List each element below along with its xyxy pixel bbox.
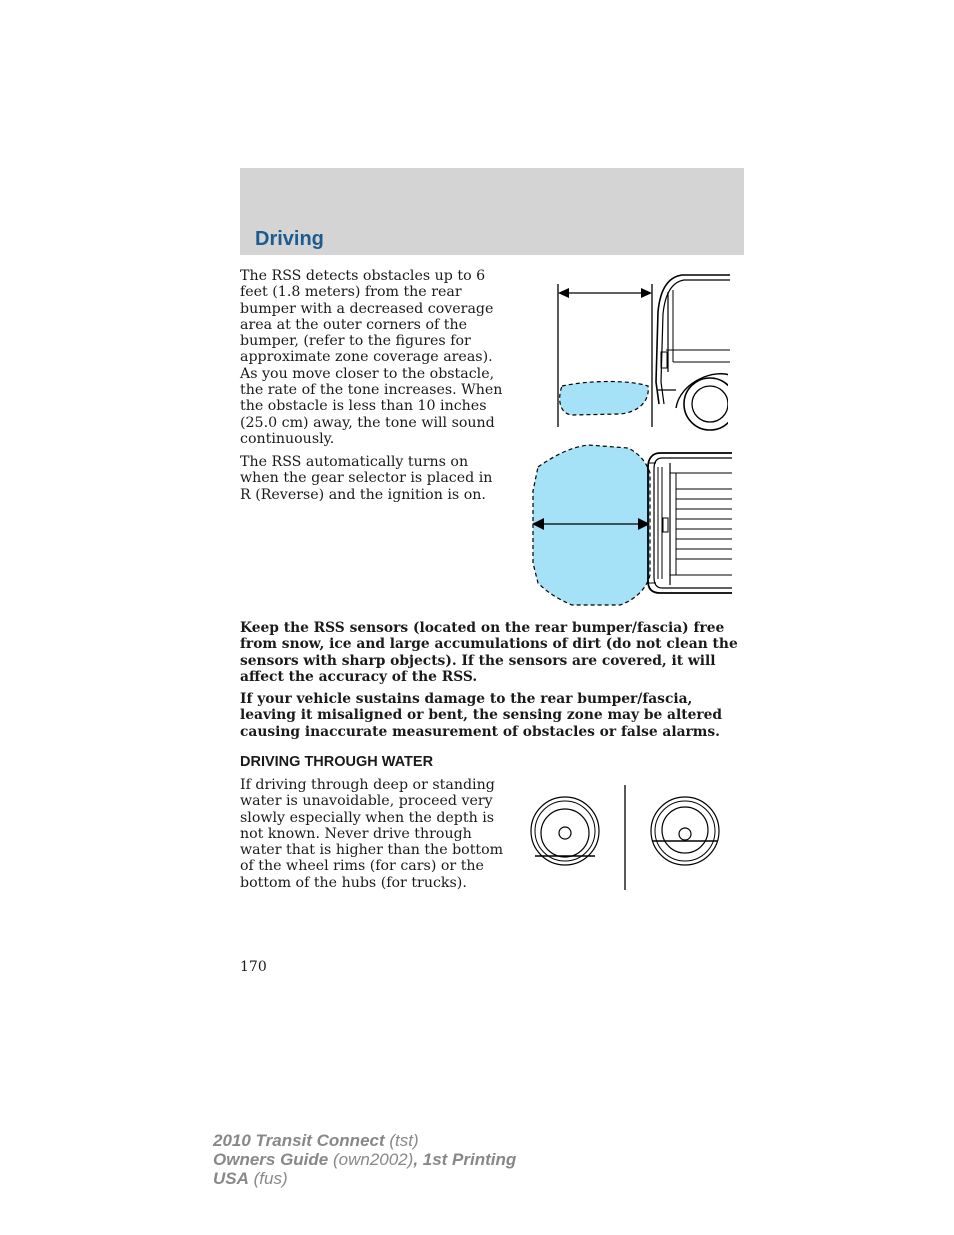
water-paragraph: If driving through deep or standing water is unavoidable, proceed very slowly especially when the depth is not known. Never drive through water that is higher than the bottom of the wheel rims (for cars) or the bottom of the hubs (for trucks).	[240, 777, 504, 891]
rss-auto-paragraph: The RSS automatically turns on when the gear selector is placed in R (Reverse) and the ignition is on.	[240, 454, 493, 503]
water-depth-figure	[526, 782, 726, 894]
sensor-warning: Keep the RSS sensors (located on the rear bumper/fascia) free from snow, ice and large accumulations of dirt (do not clean the sensors with sharp objects). If the sensors are covered, it will affect the accuracy of the RSS.	[240, 620, 738, 685]
document-footer	[213, 1131, 516, 1188]
rss-side-view-figure	[550, 272, 732, 432]
page-number: 170	[240, 959, 267, 975]
section-title: Driving	[255, 228, 324, 250]
footer-line-1: 2010 Transit Connect (tst)	[213, 1131, 419, 1150]
footer-line-3: USA (fus)	[213, 1169, 288, 1188]
section-header	[240, 168, 744, 255]
rss-top-view-figure	[528, 443, 732, 609]
damage-warning: If your vehicle sustains damage to the rear bumper/fascia, leaving it misaligned or bent, the sensing zone may be altered causing inaccurate measurement of obstacles or false alarms.	[240, 691, 723, 740]
water-heading: DRIVING THROUGH WATER	[240, 754, 434, 770]
rss-range-paragraph: The RSS detects obstacles up to 6 feet (1.8 meters) from the rear bumper with a decreased coverage area at the outer corners of the bumper, (refer to the figures for approximate zone coverage areas). As you move closer to the obstacle, the rate of the tone increases. When the obstacle is less than 10 inches (25.0 cm) away, the tone will sound continuously.	[240, 268, 503, 447]
car-wheel-drawing	[531, 797, 599, 865]
truck-wheel-drawing	[651, 797, 719, 865]
footer-line-2: Owners Guide (own2002), 1st Printing	[213, 1150, 517, 1169]
